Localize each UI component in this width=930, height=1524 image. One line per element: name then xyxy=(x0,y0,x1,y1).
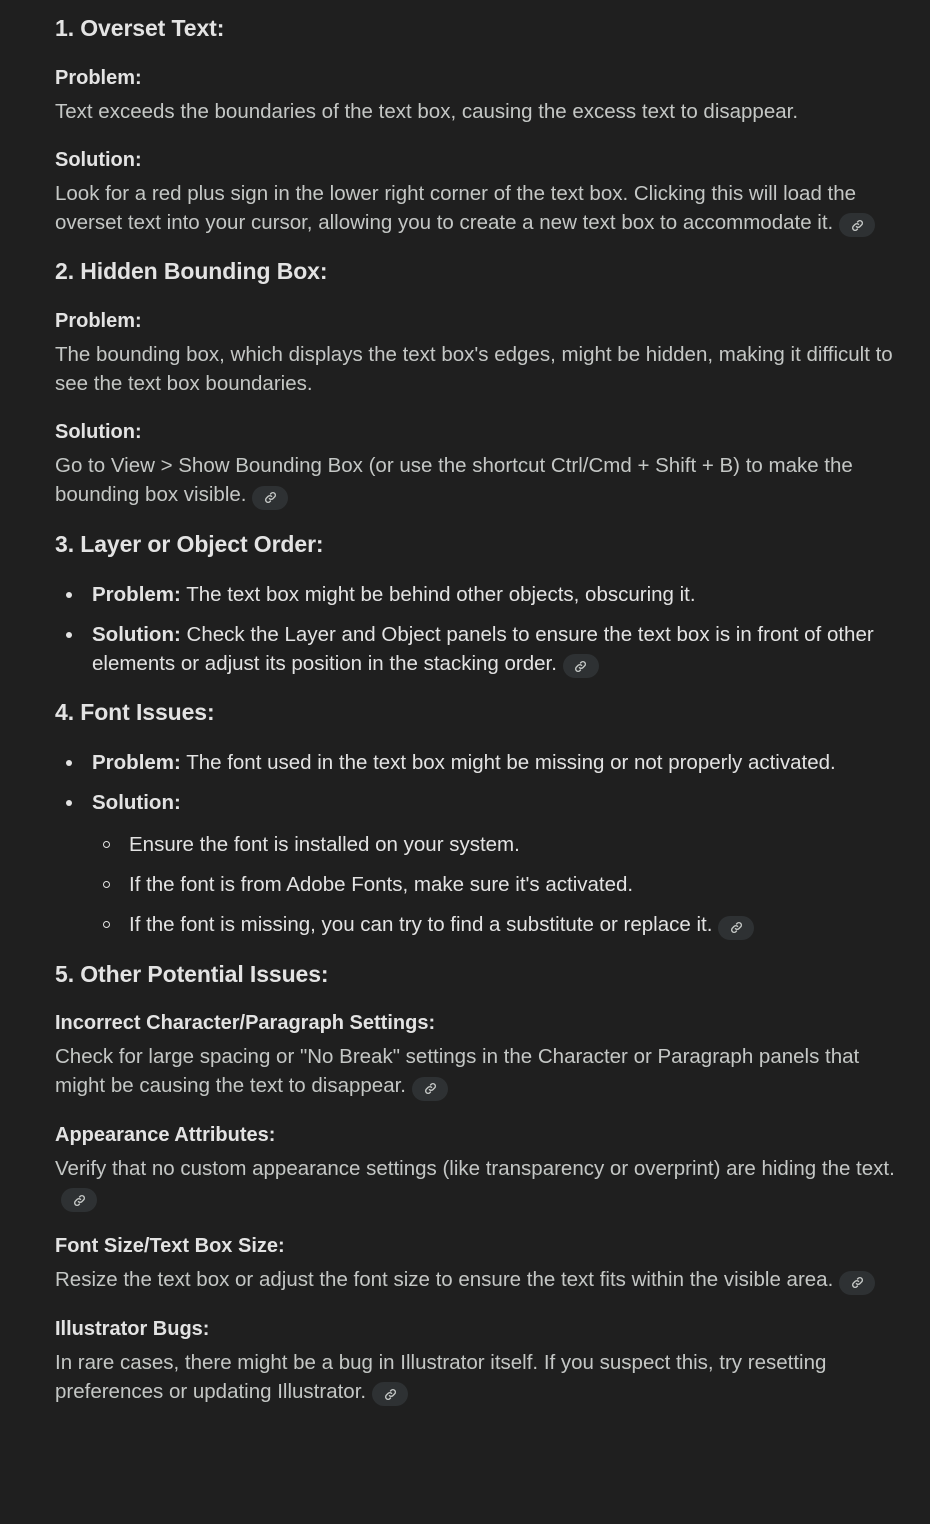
list-item: Solution: Check the Layer and Object panels to ensure the text box is in front of other elements or adjust its position in the stacking order. xyxy=(55,620,896,679)
issue-text: Resize the text box or adjust the font size to ensure the text fits within the visible area. xyxy=(55,1265,896,1295)
section-heading-font-issues: 4. Font Issues: xyxy=(55,699,215,726)
link-icon xyxy=(851,1276,864,1289)
sub-list-item: If the font is missing, you can try to find a substitute or replace it. xyxy=(92,910,896,940)
list-item: Problem: The font used in the text box might be missing or not properly activated. xyxy=(55,748,896,777)
list-item: Problem: The text box might be behind other objects, obscuring it. xyxy=(55,580,896,609)
solution-text: Go to View > Show Bounding Box (or use the shortcut Ctrl/Cmd + Shift + B) to make the bounding box visible. xyxy=(55,451,896,510)
link-icon xyxy=(730,921,743,934)
issue-text: Verify that no custom appearance settings (like transparency or overprint) are hiding the text. xyxy=(55,1154,896,1213)
source-link-button[interactable] xyxy=(839,1271,875,1295)
section-heading-hidden-bounding-box: 2. Hidden Bounding Box: xyxy=(55,258,328,285)
sub-list xyxy=(92,830,896,940)
source-link-button[interactable] xyxy=(252,486,288,510)
section-heading-overset-text: 1. Overset Text: xyxy=(55,15,225,41)
section-heading-layer-order: 3. Layer or Object Order: xyxy=(55,530,324,557)
link-icon xyxy=(574,660,587,673)
solution-label: Solution: xyxy=(55,148,142,171)
section-heading-other-issues: 5. Other Potential Issues: xyxy=(55,960,329,987)
issue-label: Incorrect Character/Paragraph Settings: xyxy=(55,1012,436,1035)
source-link-button[interactable] xyxy=(412,1077,448,1101)
source-link-button[interactable] xyxy=(61,1188,97,1212)
problem-text: Text exceeds the boundaries of the text box, causing the excess text to disappear. xyxy=(55,99,799,123)
source-link-button[interactable] xyxy=(563,654,599,678)
link-icon xyxy=(264,491,277,504)
issue-label: Appearance Attributes: xyxy=(55,1123,276,1146)
bullet-list xyxy=(55,748,896,940)
link-icon xyxy=(424,1082,437,1095)
link-icon xyxy=(851,219,864,232)
problem-label: Problem: xyxy=(55,66,142,89)
source-link-button[interactable] xyxy=(718,916,754,940)
link-icon xyxy=(73,1194,86,1207)
problem-label: Problem: xyxy=(55,310,142,333)
issue-text: Check for large spacing or "No Break" settings in the Character or Paragraph panels that might be causing the text to disappear. xyxy=(55,1042,896,1101)
sub-list-item: Ensure the font is installed on your system. xyxy=(92,830,896,859)
sub-list-item: If the font is from Adobe Fonts, make sure it's activated. xyxy=(92,870,896,899)
solution-label: Solution: xyxy=(55,421,142,444)
source-link-button[interactable] xyxy=(839,213,875,237)
issue-label: Illustrator Bugs: xyxy=(55,1317,210,1340)
problem-text: The bounding box, which displays the text box's edges, might be hidden, making it difficult to see the text box boundaries. xyxy=(55,343,893,396)
solution-text: Look for a red plus sign in the lower right corner of the text box. Clicking this will load the overset text into your cursor, allowing you to create a new text box to accommodate it. xyxy=(55,179,896,238)
link-icon xyxy=(384,1388,397,1401)
list-item: Solution: Ensure the font is installed on your system. If the font is from Adobe Fonts, make sure it's activated. If the font is missing, you can try to find a substitute or replace it. xyxy=(55,788,896,940)
issue-text: In rare cases, there might be a bug in Illustrator itself. If you suspect this, try resetting preferences or updating Illustrator. xyxy=(55,1348,896,1407)
source-link-button[interactable] xyxy=(372,1382,408,1406)
issue-label: Font Size/Text Box Size: xyxy=(55,1235,285,1258)
bullet-list xyxy=(55,580,896,679)
